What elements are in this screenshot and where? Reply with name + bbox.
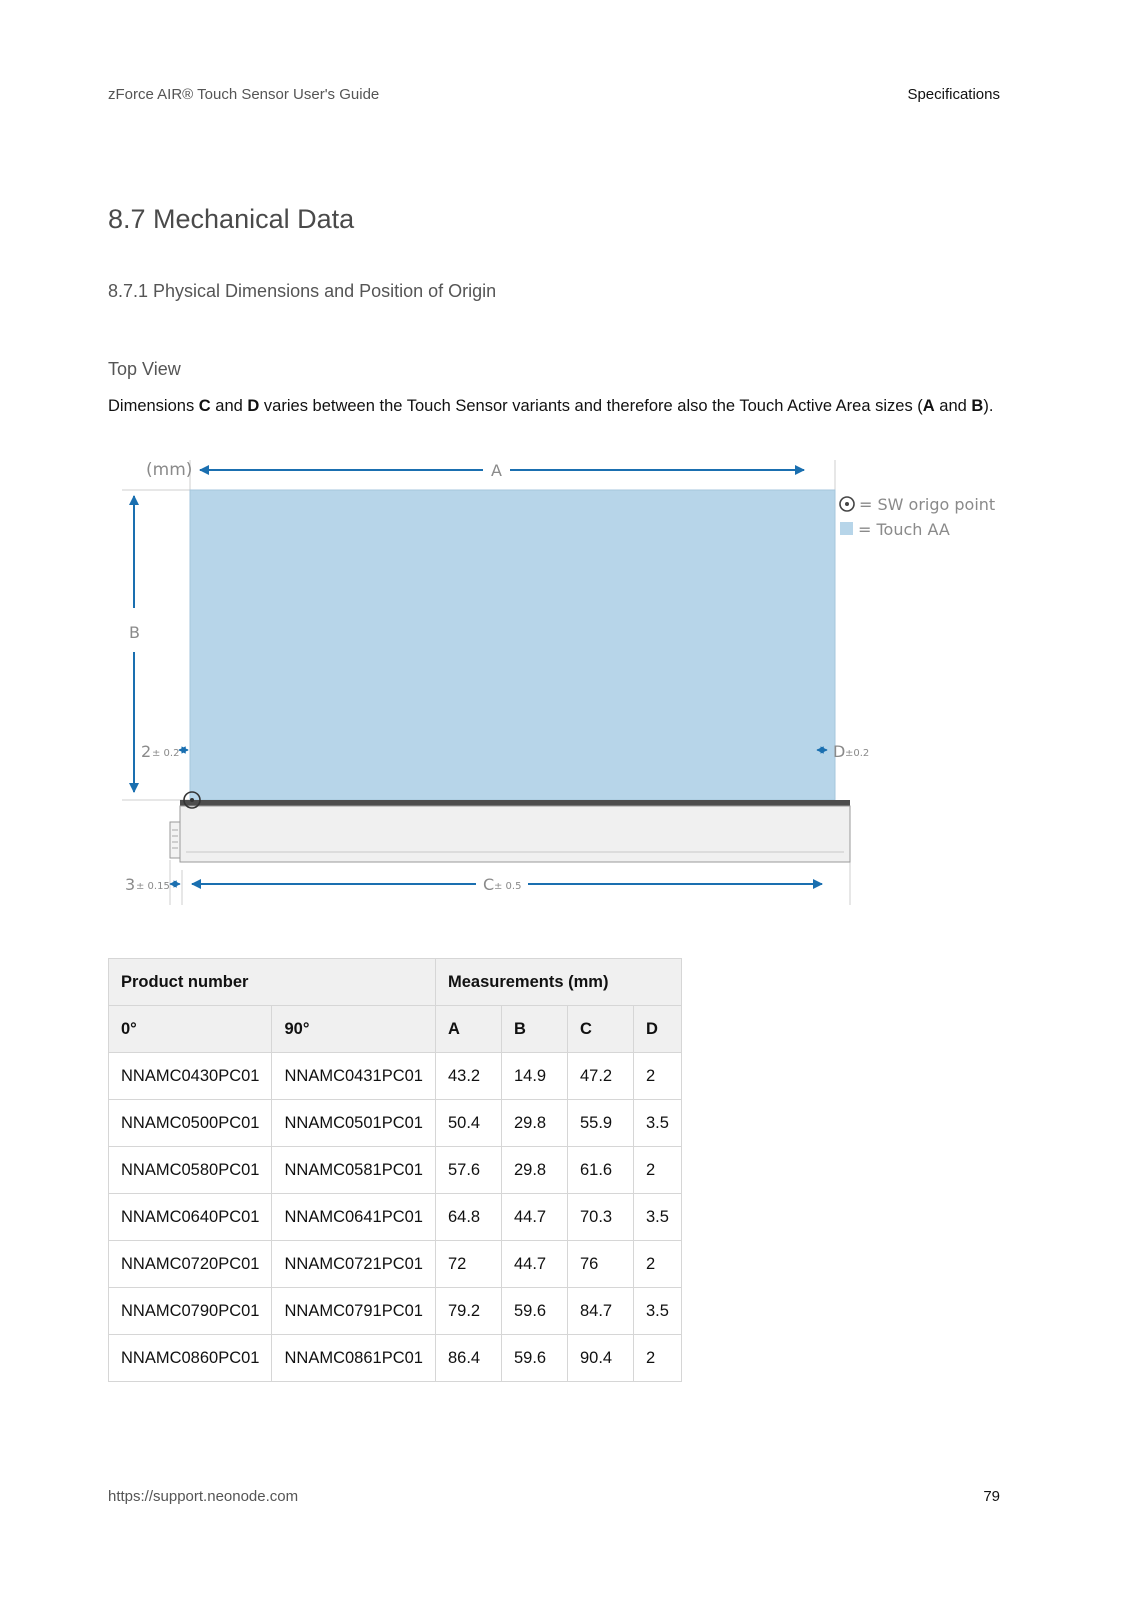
legend-touch-swatch: [840, 522, 853, 535]
cell-product-0deg: NNAMC0790PC01: [109, 1288, 272, 1335]
table-row: [109, 1335, 682, 1382]
cell-product-90deg: NNAMC0861PC01: [272, 1335, 435, 1382]
running-header-title: zForce AIR® Touch Sensor User's Guide: [108, 86, 380, 103]
cell-product-0deg: NNAMC0500PC01: [109, 1100, 272, 1147]
touch-active-area: [190, 490, 835, 800]
sensor-body: [180, 806, 850, 862]
cell-c: 47.2: [567, 1053, 633, 1100]
column-header-d: D: [633, 1006, 681, 1053]
cell-c: 90.4: [567, 1335, 633, 1382]
cell-a: 50.4: [435, 1100, 501, 1147]
cell-c: 76: [567, 1241, 633, 1288]
cell-b: 44.7: [501, 1241, 567, 1288]
cell-product-90deg: NNAMC0791PC01: [272, 1288, 435, 1335]
cell-d: 3.5: [633, 1100, 681, 1147]
dim-d-tolerance: ±0.2: [845, 748, 870, 759]
group-header-product: Product number: [109, 959, 436, 1006]
cell-b: 44.7: [501, 1194, 567, 1241]
running-header-section: Specifications: [907, 86, 1000, 103]
dim-c-label: C: [483, 875, 495, 894]
dim-b-ref: B: [971, 397, 984, 415]
cell-c: 70.3: [567, 1194, 633, 1241]
column-header-b: B: [501, 1006, 567, 1053]
table-row: [109, 1147, 682, 1194]
table-group-header-row: [109, 959, 682, 1006]
dim-3-label: 3: [125, 875, 136, 894]
cell-a: 64.8: [435, 1194, 501, 1241]
view-title: Top View: [108, 359, 181, 379]
legend-origin-text: = SW origo point: [859, 495, 996, 514]
group-header-measurements: Measurements (mm): [435, 959, 681, 1006]
cell-product-90deg: NNAMC0641PC01: [272, 1194, 435, 1241]
cell-b: 29.8: [501, 1147, 567, 1194]
cell-product-0deg: NNAMC0580PC01: [109, 1147, 272, 1194]
page-number: 79: [983, 1488, 1000, 1505]
footer-url-link[interactable]: https://support.neonode.com: [108, 1488, 299, 1505]
table-row: [109, 1100, 682, 1147]
cell-product-0deg: NNAMC0640PC01: [109, 1194, 272, 1241]
cell-d: 2: [633, 1335, 681, 1382]
cell-b: 59.6: [501, 1288, 567, 1335]
cell-a: 57.6: [435, 1147, 501, 1194]
dim-2-tolerance: ± 0.2: [152, 748, 180, 759]
cell-product-0deg: NNAMC0720PC01: [109, 1241, 272, 1288]
subsection-title: 8.7.1 Physical Dimensions and Position of Origin: [108, 281, 497, 301]
cell-a: 72: [435, 1241, 501, 1288]
cell-b: 14.9: [501, 1053, 567, 1100]
cell-c: 61.6: [567, 1147, 633, 1194]
cell-c: 55.9: [567, 1100, 633, 1147]
column-header-a: A: [435, 1006, 501, 1053]
cell-c: 84.7: [567, 1288, 633, 1335]
cell-product-0deg: NNAMC0860PC01: [109, 1335, 272, 1382]
cell-a: 43.2: [435, 1053, 501, 1100]
cell-product-0deg: NNAMC0430PC01: [109, 1053, 272, 1100]
column-header-c: C: [567, 1006, 633, 1053]
dimensions-table: [108, 958, 682, 1382]
cell-d: 2: [633, 1241, 681, 1288]
table-row: [109, 1241, 682, 1288]
cell-b: 29.8: [501, 1100, 567, 1147]
dim-c-tolerance: ± 0.5: [494, 881, 522, 892]
cell-b: 59.6: [501, 1335, 567, 1382]
cell-d: 2: [633, 1147, 681, 1194]
sensor-top-edge: [180, 800, 850, 806]
description-paragraph: Dimensions C and D varies between the Touch Sensor variants and therefore also the Touch Active Area sizes (A and B).: [108, 397, 994, 415]
dim-c-ref: C: [198, 397, 211, 415]
top-view-diagram: [108, 460, 996, 930]
sensor-connector: [170, 822, 180, 858]
column-header-0deg: 0°: [109, 1006, 272, 1053]
section-title: 8.7 Mechanical Data: [108, 204, 355, 234]
table-row: [109, 1288, 682, 1335]
legend-touch-text: = Touch AA: [858, 520, 950, 539]
dim-a-label: A: [491, 461, 502, 480]
cell-a: 86.4: [435, 1335, 501, 1382]
cell-product-90deg: NNAMC0581PC01: [272, 1147, 435, 1194]
dim-d-ref: D: [247, 397, 260, 415]
table-column-header-row: [109, 1006, 682, 1053]
cell-product-90deg: NNAMC0431PC01: [272, 1053, 435, 1100]
dim-b-label: B: [129, 623, 140, 642]
table-row: [109, 1194, 682, 1241]
column-header-90deg: 90°: [272, 1006, 435, 1053]
dim-2-label: 2: [141, 742, 152, 761]
unit-label: (mm): [146, 460, 193, 480]
dim-d-label: D: [833, 742, 846, 761]
cell-a: 79.2: [435, 1288, 501, 1335]
dim-a-ref: A: [922, 397, 935, 415]
table-row: [109, 1053, 682, 1100]
cell-d: 3.5: [633, 1194, 681, 1241]
dim-3-tolerance: ± 0.15: [136, 881, 170, 892]
cell-product-90deg: NNAMC0501PC01: [272, 1100, 435, 1147]
cell-d: 3.5: [633, 1288, 681, 1335]
cell-product-90deg: NNAMC0721PC01: [272, 1241, 435, 1288]
cell-d: 2: [633, 1053, 681, 1100]
